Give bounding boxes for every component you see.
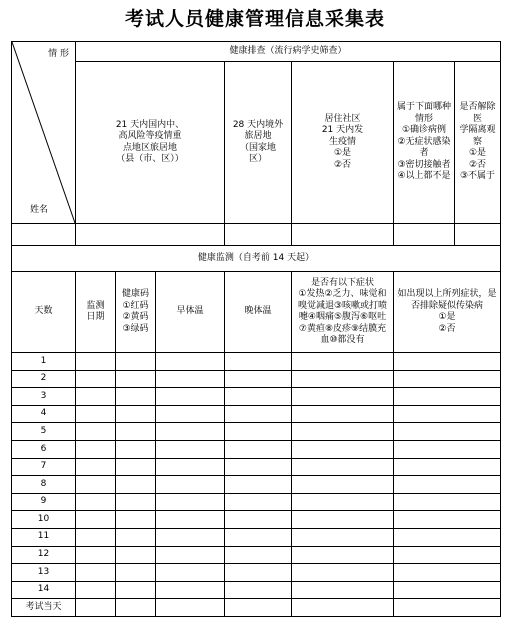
table-row [12, 388, 501, 406]
day-label: 4 [12, 405, 76, 423]
symptoms-cell[interactable] [292, 564, 394, 582]
corner-label-situation: 情 形 [48, 49, 69, 59]
exclusion-cell[interactable] [394, 476, 501, 494]
day-label: 14 [12, 581, 76, 599]
table-row [12, 440, 501, 458]
health-code-cell[interactable] [116, 511, 156, 529]
health-code-cell[interactable] [116, 564, 156, 582]
col-infection-exclusion: 如出现以上所列症状，是 否排除疑似传染病 ①是 ②否 [394, 272, 501, 353]
col-health-code: 健康码 ①红码 ②黄码 ③绿码 [116, 272, 156, 353]
evening-temp-cell[interactable] [225, 511, 292, 529]
col-morning-temp: 早体温 [156, 272, 225, 353]
col-high-risk-area: 21 天内国内中、 高风险等疫情重 点地区旅居地 （县（市、区）） [76, 62, 225, 224]
monitor-date-cell[interactable] [76, 440, 116, 458]
table-row [12, 370, 501, 388]
evening-temp-cell[interactable] [225, 370, 292, 388]
symptoms-cell[interactable] [292, 528, 394, 546]
evening-temp-cell[interactable] [225, 599, 292, 617]
morning-temp-cell[interactable] [156, 405, 225, 423]
col-isolation-release: 是否解除医 学隔离观察 ①是 ②否 ③不属于 [455, 62, 501, 224]
day-label: 12 [12, 546, 76, 564]
symptoms-cell[interactable] [292, 581, 394, 599]
day-rows [12, 353, 501, 617]
evening-temp-cell[interactable] [225, 388, 292, 406]
exclusion-cell[interactable] [394, 581, 501, 599]
exclusion-cell[interactable] [394, 493, 501, 511]
day-label: 9 [12, 493, 76, 511]
morning-temp-cell[interactable] [156, 528, 225, 546]
table-row [12, 458, 501, 476]
day-label: 10 [12, 511, 76, 529]
symptoms-cell[interactable] [292, 423, 394, 441]
screening-input-row [12, 224, 501, 246]
health-code-cell[interactable] [116, 476, 156, 494]
col-days: 天数 [12, 272, 76, 353]
exclusion-cell[interactable] [394, 599, 501, 617]
health-code-cell[interactable] [116, 599, 156, 617]
symptoms-cell[interactable] [292, 440, 394, 458]
symptoms-cell[interactable] [292, 405, 394, 423]
evening-temp-cell[interactable] [225, 353, 292, 371]
morning-temp-cell[interactable] [156, 353, 225, 371]
exclusion-cell[interactable] [394, 370, 501, 388]
monitor-date-cell[interactable] [76, 493, 116, 511]
col-abroad-travel: 28 天内境外 旅居地 （国家地 区） [225, 62, 292, 224]
monitor-date-cell[interactable] [76, 458, 116, 476]
symptoms-cell[interactable] [292, 388, 394, 406]
evening-temp-cell[interactable] [225, 423, 292, 441]
symptoms-cell[interactable] [292, 599, 394, 617]
evening-temp-cell[interactable] [225, 581, 292, 599]
morning-temp-cell[interactable] [156, 599, 225, 617]
day-label: 13 [12, 564, 76, 582]
exclusion-cell[interactable] [394, 440, 501, 458]
col-evening-temp: 晚体温 [225, 272, 292, 353]
table-row [12, 493, 501, 511]
section-health-screening: 健康排查（流行病学史筛查） [76, 42, 501, 62]
exclusion-cell[interactable] [394, 405, 501, 423]
table-row [12, 423, 501, 441]
health-code-cell[interactable] [116, 370, 156, 388]
day-label: 考试当天 [12, 599, 76, 617]
day-label: 3 [12, 388, 76, 406]
table-row [12, 528, 501, 546]
exclusion-cell[interactable] [394, 353, 501, 371]
evening-temp-cell[interactable] [225, 528, 292, 546]
health-code-cell[interactable] [116, 493, 156, 511]
col-monitor-date: 监测 日期 [76, 272, 116, 353]
health-code-cell[interactable] [116, 388, 156, 406]
table-row [12, 476, 501, 494]
monitor-date-cell[interactable] [76, 581, 116, 599]
monitor-date-cell[interactable] [76, 423, 116, 441]
monitor-date-cell[interactable] [76, 528, 116, 546]
evening-temp-cell[interactable] [225, 458, 292, 476]
symptoms-cell[interactable] [292, 476, 394, 494]
exclusion-cell[interactable] [394, 388, 501, 406]
exclusion-cell[interactable] [394, 511, 501, 529]
morning-temp-cell[interactable] [156, 581, 225, 599]
day-label: 6 [12, 440, 76, 458]
day-label: 7 [12, 458, 76, 476]
monitor-date-cell[interactable] [76, 511, 116, 529]
exclusion-cell[interactable] [394, 458, 501, 476]
monitor-date-cell[interactable] [76, 405, 116, 423]
symptoms-cell[interactable] [292, 353, 394, 371]
diagonal-divider [12, 42, 75, 223]
col-symptoms: 是否有以下症状 ①发热②乏力、味觉和 嗅觉减退③咳嗽或打喷 嚏④咽痛⑤腹泻⑥呕吐 ⑦黄疸⑧皮疹⑨结膜充 血⑩都没有 [292, 272, 394, 353]
health-code-cell[interactable] [116, 423, 156, 441]
morning-temp-cell[interactable] [156, 493, 225, 511]
health-code-cell[interactable] [116, 353, 156, 371]
day-label: 11 [12, 528, 76, 546]
health-code-cell[interactable] [116, 458, 156, 476]
day-label: 1 [12, 353, 76, 371]
table-row [12, 564, 501, 582]
monitor-date-cell[interactable] [76, 564, 116, 582]
community-input-cell[interactable] [292, 224, 394, 246]
isolation-input-cell[interactable] [455, 224, 501, 246]
high-risk-input-cell[interactable] [76, 224, 225, 246]
health-code-cell[interactable] [116, 440, 156, 458]
page-title: 考试人员健康管理信息采集表 [124, 8, 385, 30]
morning-temp-cell[interactable] [156, 458, 225, 476]
col-community-outbreak: 居住社区 21 天内发 生疫情 ①是 ②否 [292, 62, 394, 224]
monitor-date-cell[interactable] [76, 353, 116, 371]
morning-temp-cell[interactable] [156, 564, 225, 582]
corner-label-name: 姓名 [30, 205, 49, 215]
morning-temp-cell[interactable] [156, 423, 225, 441]
health-form-table [11, 41, 501, 617]
evening-temp-cell[interactable] [225, 476, 292, 494]
symptoms-cell[interactable] [292, 370, 394, 388]
evening-temp-cell[interactable] [225, 405, 292, 423]
evening-temp-cell[interactable] [225, 440, 292, 458]
table-row [12, 511, 501, 529]
morning-temp-cell[interactable] [156, 388, 225, 406]
exclusion-cell[interactable] [394, 528, 501, 546]
abroad-input-cell[interactable] [225, 224, 292, 246]
section-health-monitoring: 健康监测（自考前 14 天起） [12, 246, 501, 272]
monitor-date-cell[interactable] [76, 388, 116, 406]
monitor-date-cell[interactable] [76, 476, 116, 494]
morning-temp-cell[interactable] [156, 440, 225, 458]
day-label: 2 [12, 370, 76, 388]
health-code-cell[interactable] [116, 528, 156, 546]
name-input-cell[interactable] [12, 224, 76, 246]
monitor-date-cell[interactable] [76, 599, 116, 617]
symptoms-cell[interactable] [292, 458, 394, 476]
header-corner-cell [12, 42, 76, 224]
table-row [12, 599, 501, 617]
table-row [12, 581, 501, 599]
exclusion-cell[interactable] [394, 564, 501, 582]
morning-temp-cell[interactable] [156, 370, 225, 388]
health-code-cell[interactable] [116, 581, 156, 599]
monitor-date-cell[interactable] [76, 370, 116, 388]
morning-temp-cell[interactable] [156, 511, 225, 529]
evening-temp-cell[interactable] [225, 564, 292, 582]
health-code-cell[interactable] [116, 405, 156, 423]
day-label: 8 [12, 476, 76, 494]
morning-temp-cell[interactable] [156, 476, 225, 494]
symptoms-cell[interactable] [292, 511, 394, 529]
symptoms-cell[interactable] [292, 493, 394, 511]
table-row [12, 405, 501, 423]
table-row [12, 353, 501, 371]
col-situation-type: 属于下面哪种情形 ①确诊病例 ②无症状感染者 ③密切接触者 ④以上都不是 [394, 62, 455, 224]
situation-input-cell[interactable] [394, 224, 455, 246]
evening-temp-cell[interactable] [225, 493, 292, 511]
day-label: 5 [12, 423, 76, 441]
exclusion-cell[interactable] [394, 423, 501, 441]
